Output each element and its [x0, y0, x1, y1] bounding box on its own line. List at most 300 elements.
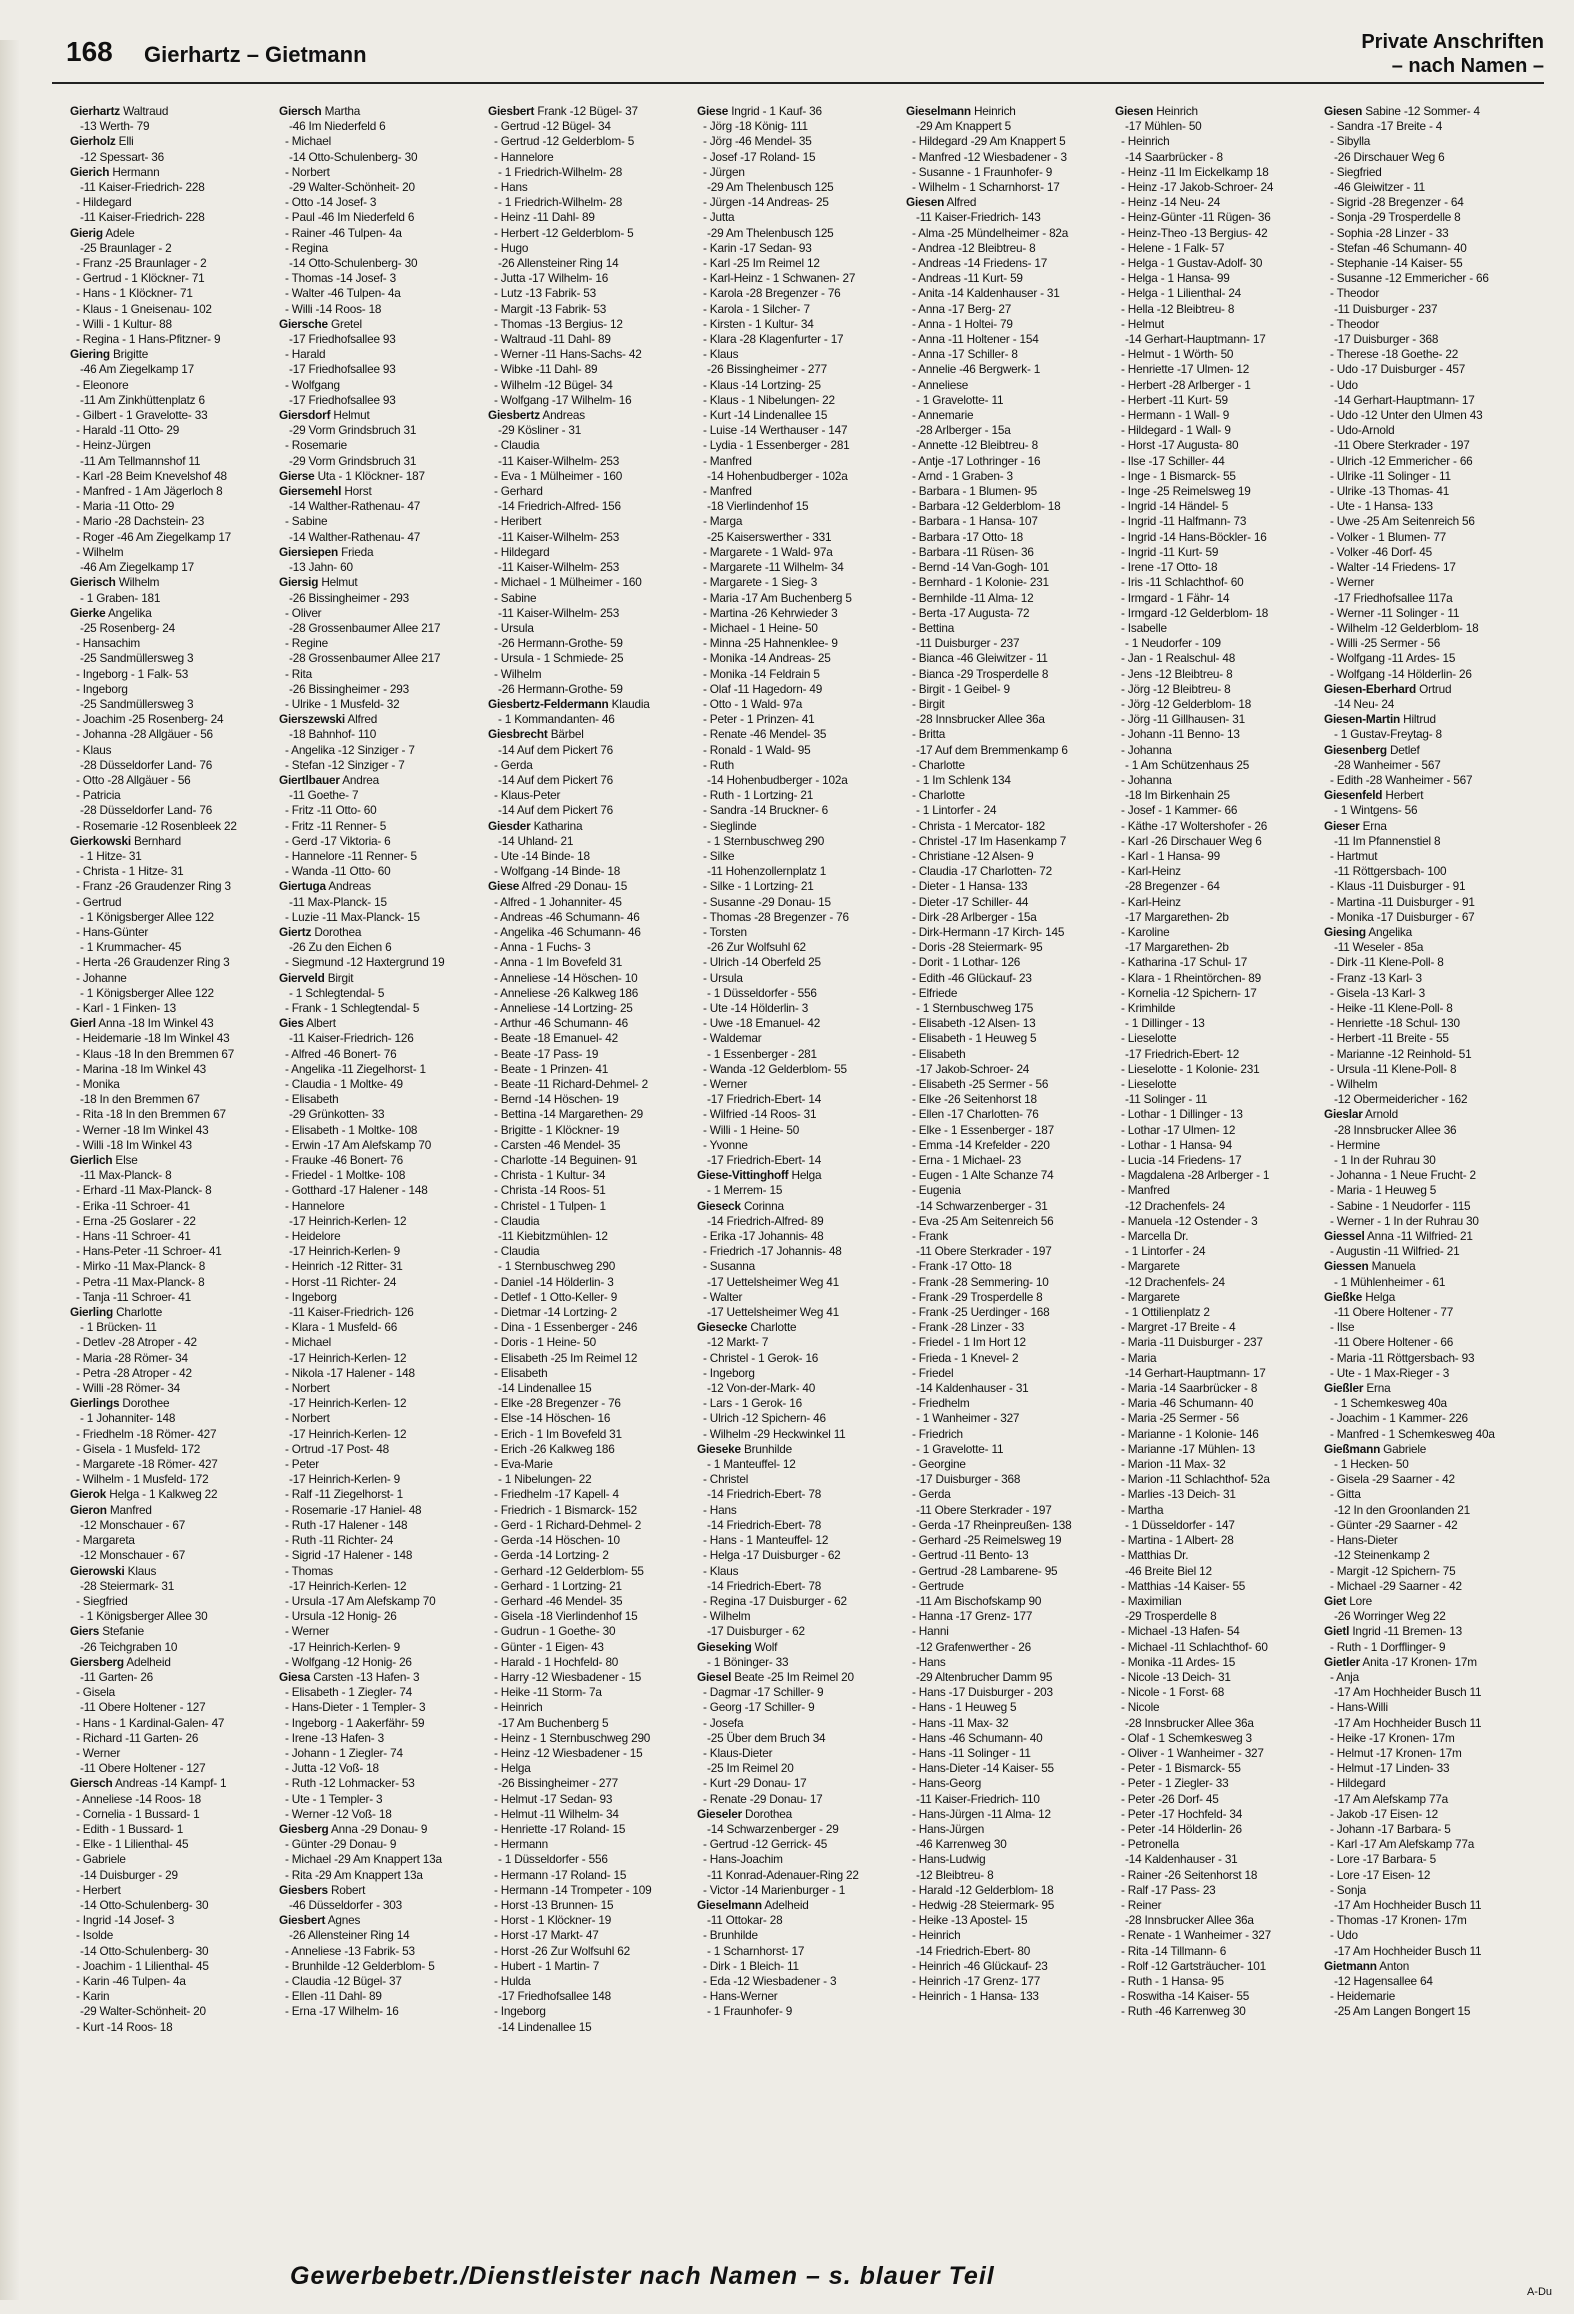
listing-entry: - Karl-Heinz - 1 Schwanen- 27 [703, 271, 856, 286]
listing-entry: - Gerda -14 Höschen- 10 [494, 1533, 620, 1548]
listing-entry-surname [697, 1199, 905, 1214]
listing-entry: - Hanna -17 Grenz- 177 [912, 1609, 1033, 1624]
listing-address: - 1 Lintorfer - 24 [1125, 1244, 1206, 1259]
listing-entry: - Renate -46 Mendel- 35 [703, 727, 827, 742]
entry-text: Bärbel [550, 727, 584, 742]
entry-text: Erna [1362, 818, 1387, 833]
listing-entry: - Lore -17 Barbara- 5 [1330, 1852, 1436, 1867]
listing-entry: - Barbara -11 Rüsen- 36 [912, 544, 1034, 559]
listing-entry: - Friedrich [912, 1426, 963, 1441]
listing-entry: - Arthur -46 Schumann- 46 [494, 1016, 629, 1031]
listing-entry: - Anneliese -14 Roos- 18 [76, 1791, 202, 1806]
listing-entry: - Olaf -11 Hagedorn- 49 [703, 681, 823, 696]
entry-text: Bernhard [134, 833, 181, 848]
listing-entry: - Wilhelm - 1 Musfeld- 172 [76, 1472, 209, 1487]
surname: Gierig [70, 225, 103, 240]
listing-entry: - Helmut -17 Linden- 33 [1330, 1761, 1450, 1776]
listing-entry: - Ortrud -17 Post- 48 [285, 1441, 389, 1456]
surname: Giersdorf [279, 408, 331, 423]
listing-entry-surname [1324, 1259, 1532, 1274]
listing-entry: - Ute -14 Hölderlin- 3 [703, 1000, 809, 1015]
surname: Gießke [1324, 1289, 1363, 1304]
entry-text: Herbert [1385, 788, 1424, 803]
listing-entry: - Claudia -17 Charlotten- 72 [912, 864, 1052, 879]
surname: Giese-Vittinghoff [697, 1168, 789, 1183]
listing-entry: - Karl -25 Im Reimel 12 [703, 256, 820, 271]
listing-entry: - Silke - 1 Lortzing- 21 [703, 879, 814, 894]
listing-entry-surname [279, 879, 487, 894]
listing-address: -17 Jakob-Schroer- 24 [916, 1061, 1030, 1076]
listing-entry-surname [70, 1776, 278, 1791]
listing-entry: - Eleonore [76, 377, 129, 392]
page-title: Gierhartz – Gietmann [144, 42, 367, 67]
listing-entry-surname [488, 727, 696, 742]
listing-entry: - Johanna - 1 Neue Frucht- 2 [1330, 1168, 1476, 1183]
listing-address: -14 Schwarzenberger - 31 [916, 1198, 1048, 1213]
listing-entry-surname [488, 104, 696, 119]
listing-entry-surname [70, 1016, 278, 1031]
listing-address: - 1 Friedrich-Wilhelm- 28 [498, 164, 623, 179]
entry-text: Adelheid [764, 1897, 809, 1912]
listing-entry: - Heike -13 Apostel- 15 [912, 1913, 1028, 1928]
listing-entry-surname [70, 606, 278, 621]
listing-entry: - Christa - 1 Hitze- 31 [76, 864, 184, 879]
listing-address: -17 Heinrich-Kerlen- 12 [289, 1350, 407, 1365]
listing-entry: - Dorit - 1 Lothar- 126 [912, 955, 1021, 970]
listing-entry: - Erika -11 Schroer- 41 [76, 1198, 190, 1213]
listing-entry: - Peter [285, 1457, 320, 1472]
listing-address: -29 Walter-Schönheit- 20 [80, 2004, 206, 2019]
listing-entry: - Sabine - 1 Neudorfer - 115 [1330, 1198, 1471, 1213]
listing-entry: - Hildegard [494, 544, 550, 559]
surname: Gierok [70, 1487, 107, 1502]
listing-entry-surname [279, 575, 487, 590]
listing-address: -14 Lindenallee 15 [498, 2019, 592, 2034]
listing-entry: - Sieglinde [703, 818, 757, 833]
listing-entry: - Herbert -12 Gelderblom- 5 [494, 225, 634, 240]
surname: Giesing [1324, 924, 1366, 939]
listing-entry: - Helga - 1 Lilienthal- 24 [1121, 286, 1242, 301]
listing-entry: - Werner -11 Solinger - 11 [1330, 605, 1460, 620]
listing-entry-surname [488, 697, 696, 712]
listing-entry: - Maria -28 Römer- 34 [76, 1350, 188, 1365]
listing-address: -11 Goethe- 7 [289, 788, 359, 803]
listing-entry: - Thomas -14 Josef- 3 [285, 271, 396, 286]
surname: Gieron [70, 1502, 107, 1517]
entry-text: Detlef [1389, 742, 1420, 757]
listing-entry: - Klaus -14 Lortzing- 25 [703, 377, 821, 392]
listing-entry: - Gerhard -25 Reimelsweg 19 [912, 1533, 1062, 1548]
listing-entry: - Dina - 1 Essenberger - 246 [494, 1320, 638, 1335]
listing-entry: - Karl -26 Dirschauer Weg 6 [1121, 833, 1262, 848]
listing-entry: - Monika -17 Duisburger - 67 [1330, 909, 1475, 924]
listing-entry: - Ulrich -14 Oberfeld 25 [703, 955, 821, 970]
listing-entry-surname [697, 1670, 905, 1685]
listing-entry-surname [70, 1655, 278, 1670]
listing-entry: - Hans - 1 Kardinal-Galen- 47 [76, 1715, 225, 1730]
listing-address: -29 Altenbrucher Damm 95 [916, 1669, 1053, 1684]
page-number: 168 [66, 36, 113, 67]
surname: Gierszewski [279, 712, 346, 727]
listing-entry: - Otto -14 Josef- 3 [285, 195, 377, 210]
listing-entry-surname [1324, 1624, 1532, 1639]
listing-entry: - Johanne [76, 970, 127, 985]
listing-address: -17 Heinrich-Kerlen- 9 [289, 1639, 400, 1654]
listing-column-4 [697, 104, 905, 2244]
listing-entry: - Nicole [1121, 1700, 1160, 1715]
listing-entry: - Rita -18 In den Bremmen 67 [76, 1107, 226, 1122]
listing-entry: - Marianne - 1 Kolonie- 146 [1121, 1426, 1259, 1441]
listing-address: -12 Bleibtreu- 8 [916, 1867, 994, 1882]
listing-address: -14 Neu- 24 [1334, 696, 1395, 711]
listing-entry-surname [279, 1670, 487, 1685]
listing-entry: - Walter -14 Friedens- 17 [1330, 560, 1456, 575]
listing-address: -14 Gerhart-Hauptmann- 17 [1125, 332, 1266, 347]
listing-entry: - Franz -26 Graudenzer Ring 3 [76, 879, 231, 894]
listing-address: - 1 Sternbuschweg 175 [916, 1000, 1034, 1015]
listing-entry: - Gerd - 1 Richard-Dehmel- 2 [494, 1517, 642, 1532]
listing-entry: - Maria -17 Am Buchenberg 5 [703, 590, 852, 605]
listing-entry: - Detlev -28 Atroper - 42 [76, 1335, 197, 1350]
listing-entry: - Wilfried -14 Roos- 31 [703, 1107, 817, 1122]
listing-entry-surname [279, 469, 487, 484]
listing-entry: - Klara - 1 Rheintörchen- 89 [1121, 970, 1261, 985]
listing-entry: - Lydia - 1 Essenberger - 281 [703, 438, 850, 453]
listing-entry: - Erika -17 Johannis- 48 [703, 1229, 824, 1244]
surname: Giertuga [279, 879, 326, 894]
listing-entry: - Willi -18 Im Winkel 43 [76, 1137, 192, 1152]
listing-entry: - Claudia [494, 1244, 540, 1259]
listing-entry: - Werner [285, 1624, 330, 1639]
listing-entry: - Lieselotte [1121, 1031, 1177, 1046]
listing-entry: - Carsten -46 Mendel- 35 [494, 1137, 621, 1152]
listing-entry: - Augustin -11 Wilfried- 21 [1330, 1244, 1460, 1259]
listing-address: -26 Bissingheimer - 293 [289, 681, 409, 696]
listing-entry: - Gerda -14 Lortzing- 2 [494, 1548, 609, 1563]
listing-entry: - Andreas -46 Schumann- 46 [494, 909, 640, 924]
listing-address: -17 Auf dem Bremmenkamp 6 [916, 742, 1068, 757]
listing-entry: - Heribert [494, 514, 542, 529]
listing-entry: - Alfred - 1 Johanniter- 45 [494, 894, 622, 909]
listing-address: -14 Otto-Schulenberg- 30 [80, 1943, 209, 1958]
listing-entry: - Beate - 1 Prinzen- 41 [494, 1061, 609, 1076]
listing-entry: - Fritz -11 Otto- 60 [285, 803, 377, 818]
listing-entry: - Willi -14 Roos- 18 [285, 301, 382, 316]
listing-entry-surname [1324, 682, 1532, 697]
listing-entry: - Hulda [494, 1973, 531, 1988]
surname: Giesenfeld [1324, 788, 1383, 803]
listing-entry: - Gertrud -28 Lambarene- 95 [912, 1563, 1058, 1578]
listing-entry: - Friedel [912, 1365, 954, 1380]
surname: Giesbrecht [488, 727, 548, 742]
listing-entry: - Torsten [703, 924, 747, 939]
listing-entry: - Petra -28 Atroper - 42 [76, 1365, 192, 1380]
listing-address: -14 Friedrich-Ebert- 78 [707, 1517, 822, 1532]
listing-entry: - Klaus-Dieter [703, 1745, 773, 1760]
listing-entry: - Ilse [1330, 1320, 1355, 1335]
listing-entry: - Erna -17 Wilhelm- 16 [285, 2004, 399, 2019]
listing-column-7 [1324, 104, 1532, 2244]
listing-entry: - Horst -13 Brunnen- 15 [494, 1897, 614, 1912]
listing-entry: - Elfriede [912, 985, 958, 1000]
listing-entry: - Maria -11 Duisburger - 237 [1121, 1335, 1263, 1350]
listing-address: -17 Heinrich-Kerlen- 9 [289, 1244, 400, 1259]
listing-entry-surname [488, 819, 696, 834]
listing-address: -12 Steinenkamp 2 [1334, 1548, 1430, 1563]
listing-entry: - Udo -17 Duisburger - 457 [1330, 362, 1466, 377]
listing-entry: - Manfred - 1 Am Jägerloch 8 [76, 484, 223, 499]
listing-entry: - Iris -11 Schlachthof- 60 [1121, 575, 1244, 590]
listing-entry: - Erhard -11 Max-Planck- 8 [76, 1183, 212, 1198]
listing-entry: - Michael -29 Am Knappert 13a [285, 1852, 442, 1867]
listing-entry: - Hans-Werner [703, 1989, 778, 2004]
listing-entry: - Horst -11 Richter- 24 [285, 1274, 397, 1289]
listing-address: -11 Kaiser-Wilhelm- 253 [498, 453, 620, 468]
listing-entry: - Krimhilde [1121, 1000, 1176, 1015]
surname: Gierse [279, 468, 315, 483]
listing-entry: - Roswitha -14 Kaiser- 55 [1121, 1989, 1250, 2004]
listing-entry: - Michael [285, 134, 332, 149]
listing-entry-surname [1324, 1229, 1532, 1244]
listing-address: -14 Kaldenhauser - 31 [1125, 1852, 1238, 1867]
entry-text: Waltraud [123, 104, 169, 118]
listing-entry: - Heinz -12 Wiesbadener - 15 [494, 1745, 643, 1760]
listing-entry: - Werner - 1 In der Ruhrau 30 [1330, 1213, 1479, 1228]
listing-address: -12 Drachenfels- 24 [1125, 1198, 1225, 1213]
entry-text: Frank -12 Bügel- 37 [537, 104, 638, 118]
entry-text: Andreas -14 Kampf- 1 [114, 1776, 227, 1791]
listing-entry: - Ursula [494, 620, 534, 635]
listing-entry-surname [279, 545, 487, 560]
listing-entry: - Marion -11 Schlachthof- 52a [1121, 1472, 1270, 1487]
listing-entry-surname [70, 165, 278, 180]
listing-entry-surname [279, 1913, 487, 1928]
listing-address: - 1 Essenberger - 281 [707, 1046, 817, 1061]
listing-entry: - Hans-Georg [912, 1776, 982, 1791]
surname: Giesen [1324, 104, 1363, 118]
listing-entry: - Claudia [494, 1213, 540, 1228]
listing-entry: - Thomas -28 Bregenzer - 76 [703, 909, 849, 924]
listing-entry: - Heidemarie [1330, 1989, 1396, 2004]
listing-address: -46 Düsseldorfer - 303 [289, 1897, 402, 1912]
listing-address: -12 In den Groonlanden 21 [1334, 1502, 1471, 1517]
listing-address: -28 Innsbrucker Allee 36a [1125, 1715, 1254, 1730]
listing-entry: - Gisela -13 Karl- 3 [1330, 985, 1425, 1000]
listing-entry: - Lore -17 Eisen- 12 [1330, 1867, 1431, 1882]
listing-entry: - Helmut [1121, 316, 1164, 331]
listing-entry: - Kurt -14 Lindenallee 15 [703, 408, 828, 423]
listing-entry: - Maria -25 Sermer - 56 [1121, 1411, 1239, 1426]
listing-entry: - Birgit - 1 Geibel- 9 [912, 681, 1010, 696]
listing-entry: - Karola - 1 Silcher- 7 [703, 301, 810, 316]
listing-address: - 1 Gravelotte- 11 [916, 392, 1004, 407]
listing-entry: - Elisabeth - 1 Heuweg 5 [912, 1031, 1037, 1046]
listing-entry: - Hans-Willi [1330, 1700, 1388, 1715]
listing-address: -17 Am Hochheider Busch 11 [1334, 1715, 1482, 1730]
listing-address: -46 Am Ziegelkamp 17 [80, 560, 195, 575]
entry-text: Klaus [127, 1563, 157, 1578]
entry-text: Frieda [341, 544, 374, 559]
listing-address: -11 Ottokar- 28 [707, 1913, 783, 1928]
listing-address: - 1 Wanheimer - 327 [916, 1411, 1020, 1426]
listing-entry: - Manfred [703, 453, 752, 468]
listing-entry: - Matthias -14 Kaiser- 55 [1121, 1578, 1246, 1593]
listing-entry: - Bernhilde -11 Alma- 12 [912, 590, 1034, 605]
listing-entry: - Tanja -11 Schroer- 41 [76, 1289, 191, 1304]
listing-entry-surname [70, 226, 278, 241]
entry-text: Andreas [328, 879, 371, 894]
listing-address: -17 Am Buchenberg 5 [498, 1715, 609, 1730]
surname: Giesbertz-Feldermann [488, 696, 609, 711]
listing-entry-surname [697, 1320, 905, 1335]
listing-entry: - Maximilian [1121, 1593, 1182, 1608]
listing-column-5 [906, 104, 1114, 2244]
listing-entry: - Magdalena -28 Arlberger - 1 [1121, 1168, 1270, 1183]
surname: Gierkowski [70, 833, 131, 848]
surname: Giesbert [488, 104, 535, 118]
listing-address: - 1 Am Schützenhaus 25 [1125, 757, 1250, 772]
entry-text: Hiltrud [1403, 712, 1436, 727]
listing-entry: - Peter - 1 Ziegler- 33 [1121, 1776, 1229, 1791]
listing-entry: - Bernhard - 1 Kolonie- 231 [912, 575, 1049, 590]
listing-entry: - Nicole - 1 Forst- 68 [1121, 1685, 1225, 1700]
listing-entry: - Klara -28 Klagenfurter - 17 [703, 332, 844, 347]
listing-entry: - Margarete - 1 Wald- 97a [703, 544, 833, 559]
listing-address: -17 Duisburger - 368 [1334, 332, 1439, 347]
listing-address: -17 Uettelsheimer Weg 41 [707, 1274, 840, 1289]
listing-address: -26 Allensteiner Ring 14 [498, 256, 619, 271]
listing-address: -28 Grossenbaumer Allee 217 [289, 651, 441, 666]
listing-entry: - Anna - 1 Fuchs- 3 [494, 940, 591, 955]
listing-entry: - Ingrid -11 Halfmann- 73 [1121, 514, 1247, 529]
listing-entry: - Jörg -11 Gillhausen- 31 [1121, 712, 1245, 727]
listing-entry: - Wilhelm [1330, 1077, 1378, 1091]
listing-entry: - Herta -26 Graudenzer Ring 3 [76, 955, 230, 970]
listing-entry: - Hans-Jürgen -11 Alma- 12 [912, 1806, 1051, 1821]
listing-address: -11 Am Zinkhüttenplatz 6 [80, 392, 205, 407]
listing-entry: - Margit -13 Fabrik- 53 [494, 301, 607, 316]
listing-entry: - Marianne -12 Reinhold- 51 [1330, 1046, 1472, 1061]
listing-entry: - Kirsten - 1 Kultur- 34 [703, 316, 814, 331]
listing-entry: - Ulrike - 1 Musfeld- 32 [285, 696, 400, 711]
listing-entry: - Helmut -17 Kronen- 17m [1330, 1745, 1462, 1760]
listing-address: -14 Walther-Rathenau- 47 [289, 499, 421, 514]
listing-entry: - Wanda -12 Gelderblom- 55 [703, 1061, 847, 1076]
listing-entry: - Anna -17 Berg- 27 [912, 301, 1012, 316]
listing-entry: - Jörg -12 Gelderblom- 18 [1121, 696, 1252, 711]
listing-entry: - Wilhelm [494, 666, 542, 681]
listing-address: - 1 Mühlenheimer - 61 [1334, 1274, 1446, 1289]
listing-entry: - Gerda [494, 757, 533, 772]
entry-text: Lore [1349, 1593, 1373, 1608]
listing-entry: - Manfred - 1 Schemkesweg 40a [1330, 1426, 1495, 1441]
listing-entry: - Ruth [703, 757, 734, 772]
listing-entry: - Helmut - 1 Wörth- 50 [1121, 347, 1234, 362]
entry-text: Dorothea [314, 924, 362, 939]
listing-address: - 1 Fraunhofer- 9 [707, 2004, 793, 2019]
listing-address: - 1 Graben- 181 [80, 590, 161, 605]
listing-entry: - Ursula [703, 970, 743, 985]
listing-entry: - Wibke -11 Dahl- 89 [494, 362, 598, 377]
listing-entry: - Irene -13 Hafen- 3 [285, 1730, 384, 1745]
listing-address: - 1 Friedrich-Wilhelm- 28 [498, 195, 623, 210]
listing-entry: - Frank -25 Uerdinger - 168 [912, 1305, 1050, 1320]
listing-address: -28 Bregenzer - 64 [1125, 879, 1220, 894]
listing-entry: - Margit -12 Spichern- 75 [1330, 1563, 1456, 1578]
listing-entry: - Klaus - 1 Nibelungen- 22 [703, 392, 835, 407]
listing-entry: - Daniel -14 Hölderlin- 3 [494, 1274, 614, 1289]
listing-entry: - Gerhard [494, 484, 543, 499]
listing-address: -17 Heinrich-Kerlen- 12 [289, 1396, 407, 1411]
surname: Giersberg [70, 1654, 124, 1669]
listing-entry: - Katharina -17 Schul- 17 [1121, 955, 1248, 970]
listing-entry: - Regina [285, 240, 328, 255]
surname: Giersig [279, 575, 319, 590]
listing-entry: - Gertrud -12 Gelderblom- 5 [494, 134, 635, 149]
listing-entry: - Anneliese -14 Lortzing- 25 [494, 1000, 633, 1015]
listing-entry: - Werner [703, 1077, 748, 1091]
listing-address: -14 Friedrich-Ebert- 78 [707, 1487, 822, 1502]
listing-entry: - Theodor [1330, 316, 1380, 331]
listing-entry: - Mirko -11 Max-Planck- 8 [76, 1259, 206, 1274]
listing-entry: - Bianca -46 Gleiwitzer - 11 [912, 651, 1048, 666]
surname: Giersche [279, 316, 328, 331]
listing-entry-surname [1324, 1442, 1532, 1457]
listing-entry: - Hans -11 Schroer- 41 [76, 1229, 191, 1244]
listing-address: -17 Friedhofsallee 93 [289, 392, 396, 407]
listing-entry: - Bianca -29 Trosperdelle 8 [912, 666, 1049, 681]
listing-entry: - Rainer -46 Tulpen- 4a [285, 225, 402, 240]
surname: Giesen [906, 195, 945, 210]
listing-address: -17 Duisburger - 368 [916, 1472, 1021, 1487]
listing-address: -17 Heinrich-Kerlen- 12 [289, 1578, 407, 1593]
listing-entry: - Gertrude [912, 1578, 964, 1593]
listing-entry: - Rita [285, 666, 312, 681]
entry-text: Wolf [754, 1639, 778, 1654]
listing-entry-surname [279, 1822, 487, 1837]
listing-entry: - Gerd -17 Viktoria- 6 [285, 833, 391, 848]
listing-entry: - Maria -46 Schumann- 40 [1121, 1396, 1254, 1411]
listing-entry: - Doris -28 Steiermark- 95 [912, 940, 1043, 955]
listing-entry: - Johann - 1 Ziegler- 74 [285, 1745, 403, 1760]
listing-entry-surname [697, 1807, 905, 1822]
listing-entry: - Eva - 1 Mülheimer - 160 [494, 468, 623, 483]
listing-entry: - Elisabeth [912, 1046, 966, 1061]
listing-entry: - Klaus -11 Duisburger - 91 [1330, 879, 1466, 894]
listing-entry: - Johanna [1121, 772, 1172, 787]
listing-entry: - Hans [703, 1502, 737, 1517]
listing-entry: - Oliver [285, 605, 322, 620]
listing-address: -11 Max-Planck- 8 [80, 1168, 172, 1183]
listing-entry: - Hildegard [76, 195, 132, 210]
listing-entry: - Jens -12 Bleibtreu- 8 [1121, 666, 1233, 681]
listing-address: -28 Grossenbaumer Allee 217 [289, 620, 441, 635]
listing-entry: - Gudrun - 1 Goethe- 30 [494, 1624, 616, 1639]
listing-entry: - Heinrich [1121, 134, 1170, 149]
listing-entry-surname [1324, 819, 1532, 834]
listing-entry: - Hermann -17 Roland- 15 [494, 1867, 627, 1882]
listing-entry: - Heinz -14 Neu- 24 [1121, 195, 1221, 210]
listing-address: -11 Garten- 26 [80, 1669, 154, 1684]
listing-address: -14 Friedrich-Alfred- 156 [498, 499, 621, 514]
listing-address: - 1 Düsseldorfer - 556 [707, 985, 817, 1000]
listing-address: -26 Dirschauer Weg 6 [1334, 149, 1445, 164]
listing-entry: - Margarete -11 Wilhelm- 34 [703, 560, 844, 575]
listing-entry: - Herbert -28 Arlberger - 1 [1121, 377, 1251, 392]
listing-entry: - Stefan -12 Sinziger - 7 [285, 757, 405, 772]
listing-entry: - Werner -12 Voß- 18 [285, 1806, 392, 1821]
listing-address: -11 Röttgersbach- 100 [1334, 864, 1447, 879]
